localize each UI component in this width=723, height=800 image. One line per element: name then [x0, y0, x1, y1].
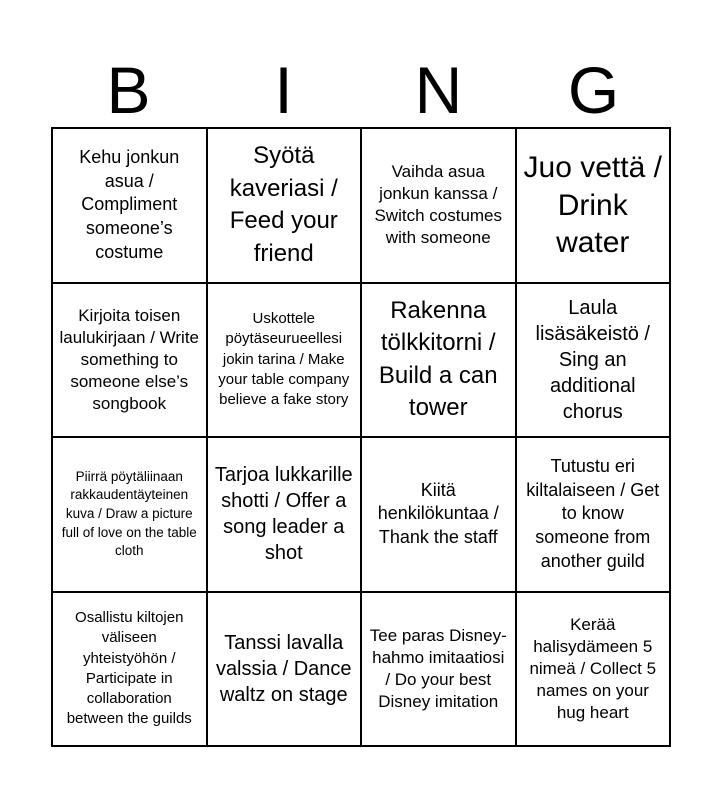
bingo-header [51, 52, 671, 128]
bingo-cell-7[interactable] [361, 283, 516, 438]
bingo-cell-3[interactable] [361, 128, 516, 283]
bingo-cell-12[interactable] [516, 437, 671, 592]
bingo-cell-9[interactable] [52, 437, 207, 592]
bingo-cell-1[interactable] [52, 128, 207, 283]
bingo-cell-16[interactable] [516, 592, 671, 747]
cell-text: Piirrä pöytäliinaan rakkaudentäyteinen kuva / Draw a picture full of love on the table cloth [61, 468, 197, 559]
bingo-cell-8[interactable] [516, 283, 671, 438]
bingo-cell-6[interactable] [207, 283, 362, 438]
bingo-cell-13[interactable] [52, 592, 207, 747]
cell-text: Tanssi lavalla valssia / Dance waltz on stage [215, 631, 352, 706]
cell-text: Tee paras Disney-hahmo imitaatiosi / Do your best Disney imitation [369, 625, 507, 711]
bingo-cell-11[interactable] [361, 437, 516, 592]
cell-text: Juo vettä / Drink water [523, 151, 662, 259]
cell-text: Kirjoita toisen laulukirjaan / Write something to someone else’s songbook [59, 305, 200, 413]
cell-text: Laula lisäsäkeistö / Sing an additional chorus [535, 296, 650, 423]
header-letter-g: G [567, 53, 620, 127]
cell-text: Kehu jonkun asua / Compliment someone’s costume [79, 146, 180, 262]
bingo-cell-10[interactable] [207, 437, 362, 592]
bingo-cell-4[interactable] [516, 128, 671, 283]
cell-text: Tarjoa lukkarille shotti / Offer a song leader a shot [214, 464, 353, 565]
bingo-grid [51, 127, 671, 747]
cell-text: Vaihda asua jonkun kanssa / Switch costumes with someone [374, 162, 503, 248]
cell-text: Syötä kaveriasi / Feed your friend [229, 142, 338, 267]
bingo-cell-14[interactable] [207, 592, 362, 747]
header-letter-b: B [106, 53, 151, 127]
cell-text: Rakenna tölkkitorni / Build a can tower [378, 296, 498, 422]
cell-text: Uskottele pöytäseurueellesi jokin tarina / Make your table company believe a fake story [218, 310, 350, 409]
cell-text: Kiitä henkilökuntaa / Thank the staff [377, 479, 499, 548]
bingo-cell-5[interactable] [52, 283, 207, 438]
header-letter-i: I [274, 53, 293, 127]
bingo-cell-2[interactable] [207, 128, 362, 283]
cell-text: Kerää halisydämeen 5 nimeä / Collect 5 names on your hug heart [529, 614, 657, 722]
header-letter-n: N [414, 53, 463, 127]
bingo-cell-15[interactable] [361, 592, 516, 747]
cell-text: Osallistu kiltojen väliseen yhteistyöhön / Participate in collaboration between the guilds [66, 609, 192, 728]
cell-text: Tutustu eri kiltalaiseen / Get to know someone from another guild [526, 455, 660, 571]
